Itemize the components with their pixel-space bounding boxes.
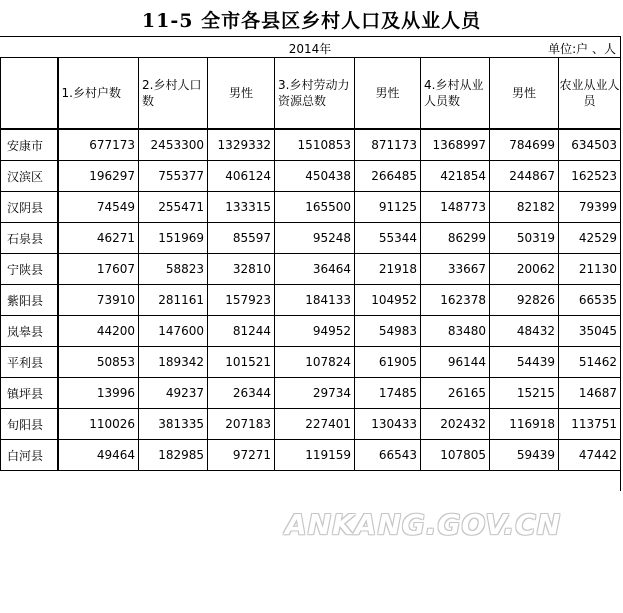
table-cell: 85597	[208, 223, 275, 254]
table-cell: 81244	[208, 316, 275, 347]
table-cell: 2453300	[139, 129, 208, 161]
table-cell: 21130	[559, 254, 621, 285]
table-cell: 1368997	[421, 129, 490, 161]
table-cell: 95248	[275, 223, 355, 254]
table-cell: 32810	[208, 254, 275, 285]
table-cell: 44200	[58, 316, 139, 347]
table-cell: 29734	[275, 378, 355, 409]
table-cell: 13996	[58, 378, 139, 409]
table-cell: 107824	[275, 347, 355, 378]
table-cell: 14687	[559, 378, 621, 409]
table-cell: 50319	[490, 223, 559, 254]
table-row	[1, 223, 621, 254]
table-cell: 79399	[559, 192, 621, 223]
region-name: 汉阴县	[1, 192, 58, 223]
table-cell: 1329332	[208, 129, 275, 161]
table-cell: 47442	[559, 440, 621, 471]
header-male-employed: 男性	[490, 58, 559, 130]
table-cell: 113751	[559, 409, 621, 440]
table-cell: 107805	[421, 440, 490, 471]
watermark-logo: ANKANG.GOV.CN	[285, 508, 562, 541]
header-corner	[1, 58, 58, 130]
table-cell: 677173	[58, 129, 139, 161]
header-households: 1.乡村户数	[58, 58, 139, 130]
header-labor-resources: 3.乡村劳动力资源总数	[275, 58, 355, 130]
region-name: 紫阳县	[1, 285, 58, 316]
table-cell: 381335	[139, 409, 208, 440]
table-cell: 133315	[208, 192, 275, 223]
table-cell: 147600	[139, 316, 208, 347]
table-cell: 1510853	[275, 129, 355, 161]
table-cell: 116918	[490, 409, 559, 440]
table-cell: 162523	[559, 161, 621, 192]
region-name: 白河县	[1, 440, 58, 471]
header-row	[1, 58, 621, 130]
table-cell: 196297	[58, 161, 139, 192]
table-cell: 184133	[275, 285, 355, 316]
region-name: 汉滨区	[1, 161, 58, 192]
header-agri-employed: 农业从业人员	[559, 58, 621, 130]
region-name: 岚皋县	[1, 316, 58, 347]
table-cell: 92826	[490, 285, 559, 316]
table-cell: 784699	[490, 129, 559, 161]
table-cell: 202432	[421, 409, 490, 440]
table-cell: 91125	[355, 192, 421, 223]
region-name: 宁陕县	[1, 254, 58, 285]
table-cell: 182985	[139, 440, 208, 471]
table-cell: 42529	[559, 223, 621, 254]
page-title: 11-5 全市各县区乡村人口及从业人员	[141, 10, 482, 32]
table-cell: 48432	[490, 316, 559, 347]
table-cell: 119159	[275, 440, 355, 471]
region-name: 旬阳县	[1, 409, 58, 440]
table-cell: 74549	[58, 192, 139, 223]
header-male-population: 男性	[208, 58, 275, 130]
table-cell: 165500	[275, 192, 355, 223]
table-cell: 189342	[139, 347, 208, 378]
table-cell: 450438	[275, 161, 355, 192]
table-cell: 21918	[355, 254, 421, 285]
table-cell: 51462	[559, 347, 621, 378]
table-cell: 54983	[355, 316, 421, 347]
table-cell: 46271	[58, 223, 139, 254]
table-cell: 26165	[421, 378, 490, 409]
year-label: 2014年	[288, 42, 332, 56]
table-cell: 871173	[355, 129, 421, 161]
table-cell: 73910	[58, 285, 139, 316]
table-cell: 66535	[559, 285, 621, 316]
table-row	[1, 347, 621, 378]
table-row	[1, 409, 621, 440]
table-cell: 162378	[421, 285, 490, 316]
table-cell: 157923	[208, 285, 275, 316]
table-cell: 49464	[58, 440, 139, 471]
table-row	[1, 440, 621, 471]
table-cell: 104952	[355, 285, 421, 316]
table-cell: 58823	[139, 254, 208, 285]
table-cell: 421854	[421, 161, 490, 192]
table-cell: 66543	[355, 440, 421, 471]
table-cell: 207183	[208, 409, 275, 440]
table-cell: 82182	[490, 192, 559, 223]
table-cell: 244867	[490, 161, 559, 192]
table-row	[1, 129, 621, 161]
table-cell: 17485	[355, 378, 421, 409]
table-cell: 59439	[490, 440, 559, 471]
table-cell: 94952	[275, 316, 355, 347]
table-row	[1, 192, 621, 223]
table-cell: 86299	[421, 223, 490, 254]
header-population: 2.乡村人口数	[139, 58, 208, 130]
table-cell: 36464	[275, 254, 355, 285]
table-cell: 17607	[58, 254, 139, 285]
table-cell: 54439	[490, 347, 559, 378]
table-cell: 281161	[139, 285, 208, 316]
table-cell: 50853	[58, 347, 139, 378]
region-name: 平利县	[1, 347, 58, 378]
table-cell: 148773	[421, 192, 490, 223]
region-name: 安康市	[1, 129, 58, 161]
table-cell: 20062	[490, 254, 559, 285]
table-cell: 227401	[275, 409, 355, 440]
table-row	[1, 316, 621, 347]
table-cell: 26344	[208, 378, 275, 409]
table-cell: 755377	[139, 161, 208, 192]
table-cell: 33667	[421, 254, 490, 285]
table-cell: 96144	[421, 347, 490, 378]
table-cell: 61905	[355, 347, 421, 378]
table-cell: 15215	[490, 378, 559, 409]
table-cell: 406124	[208, 161, 275, 192]
table-cell: 266485	[355, 161, 421, 192]
population-table	[0, 57, 621, 471]
table-cell: 130433	[355, 409, 421, 440]
table-cell: 101521	[208, 347, 275, 378]
table-cell: 151969	[139, 223, 208, 254]
table-cell: 255471	[139, 192, 208, 223]
header-male-labor: 男性	[355, 58, 421, 130]
region-name: 镇坪县	[1, 378, 58, 409]
region-name: 石泉县	[1, 223, 58, 254]
table-cell: 83480	[421, 316, 490, 347]
table-row	[1, 285, 621, 316]
table-cell: 634503	[559, 129, 621, 161]
table-cell: 55344	[355, 223, 421, 254]
table-cell: 110026	[58, 409, 139, 440]
subheader-bar	[0, 36, 620, 58]
table-cell: 49237	[139, 378, 208, 409]
table-cell: 35045	[559, 316, 621, 347]
table-cell: 97271	[208, 440, 275, 471]
table-row	[1, 378, 621, 409]
header-employed: 4.乡村从业人员数	[421, 58, 490, 130]
unit-label: 单位:户 、人	[548, 42, 616, 56]
table-right-border	[620, 36, 621, 491]
table-row	[1, 254, 621, 285]
table-row	[1, 161, 621, 192]
